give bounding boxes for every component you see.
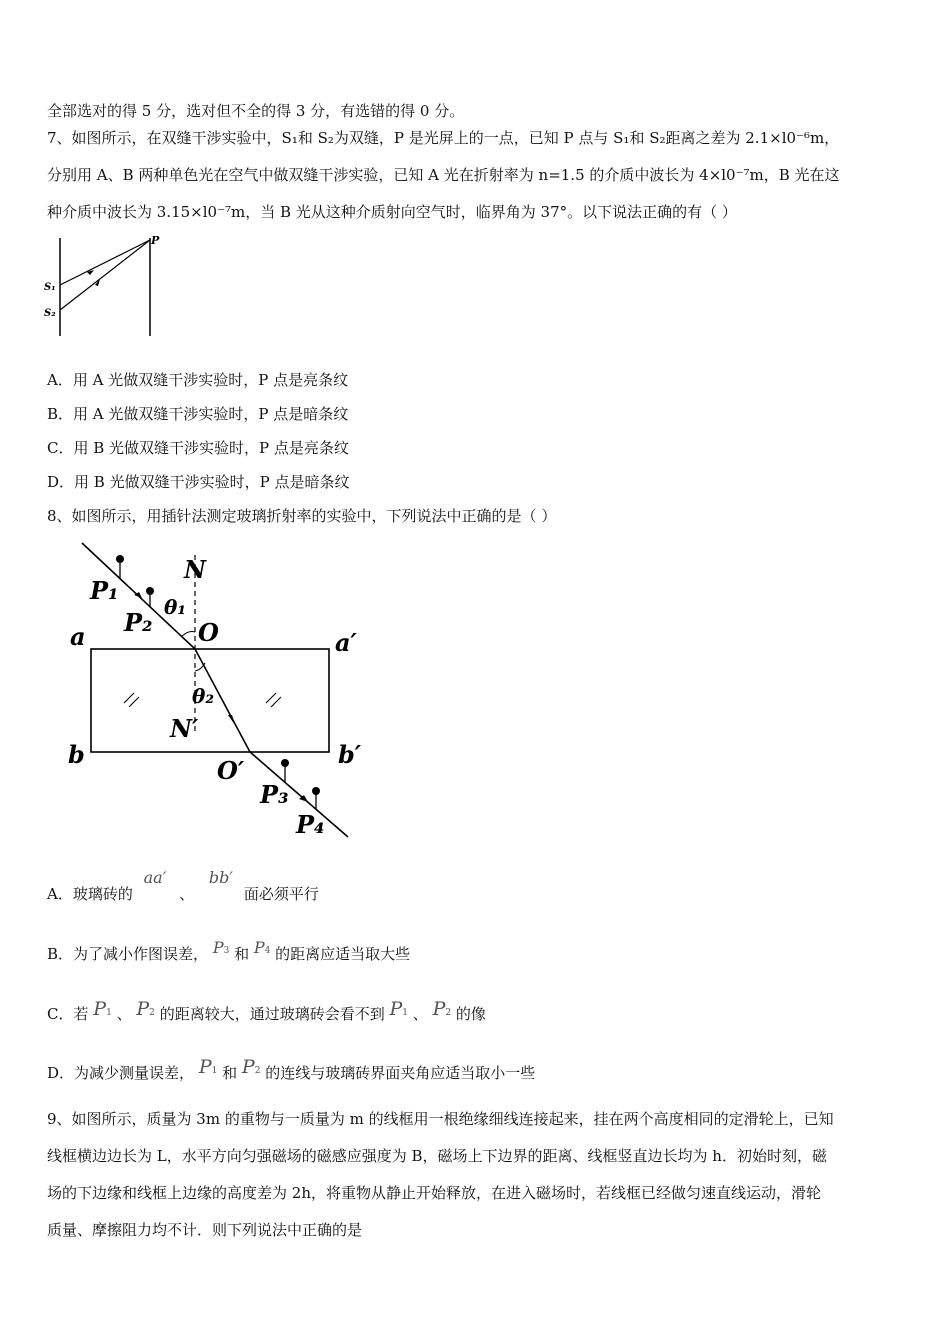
q8-c-post: 的像 <box>455 1005 486 1023</box>
q8-a-symbol-bb: bb′ <box>208 868 234 887</box>
q8-label-o-prime: O′ <box>217 756 245 785</box>
q8-d-post: 的连线与玻璃砖界面夹角应适当取小一些 <box>265 1064 536 1082</box>
q8-label-n: N <box>184 555 206 584</box>
q8-label-theta2: θ₂ <box>192 684 215 708</box>
q7-option-a[interactable]: A．用 A 光做双缝干涉实验时，P 点是亮条纹 <box>47 371 349 389</box>
q8-c-mid3: 、 <box>412 1005 428 1023</box>
q8-b-pre: B．为了减小作图误差， <box>47 945 209 963</box>
q7-stem-line1: 7、如图所示，在双缝干涉实验中，S₁和 S₂为双缝，P 是光屏上的一点，已知 P 点与 S₁和 S₂距离之差为 2.1×l0⁻⁶m， <box>47 129 840 147</box>
q8-label-p1: P₁ <box>90 576 119 605</box>
q8-option-b[interactable] <box>47 938 410 973</box>
q8-glass-refraction-figure <box>60 535 380 845</box>
q8-label-p3: P₃ <box>260 780 289 809</box>
q8-label-a: a <box>70 622 86 651</box>
q8-c-mid2: 的距离较大，通过玻璃砖会看不到 <box>159 1005 385 1023</box>
q8-d-symbol-p2: P2 <box>241 1056 261 1078</box>
q8-b-symbol-p4: P4 <box>253 938 271 957</box>
q7-option-c[interactable]: C．用 B 光做双缝干涉实验时，P 点是亮条纹 <box>47 439 349 457</box>
q8-label-theta1: θ₁ <box>164 595 187 619</box>
q7-label-s2: S₂ <box>44 308 56 319</box>
q8-b-mid: 和 <box>234 945 250 963</box>
intro-text: 全部选对的得 5 分，选对但不全的得 3 分，有选错的得 0 分。 <box>47 102 465 120</box>
q8-c-mid: 、 <box>116 1005 132 1023</box>
q8-b-symbol-p3: P3 <box>212 938 230 957</box>
q8-label-b: b <box>68 740 85 769</box>
q9-stem-line3: 场的下边缘和线框上边缘的高度差为 2h，将重物从静止开始释放，在进入磁场时，若线框已经做匀速直线运动，滑轮 <box>47 1184 821 1202</box>
q8-c-symbol-p1b: P1 <box>389 998 409 1020</box>
q8-option-c[interactable] <box>47 997 486 1033</box>
q8-a-post: 面必须平行 <box>243 885 319 903</box>
q8-d-pre: D．为减少测量误差， <box>47 1064 195 1082</box>
q8-label-o: O <box>198 618 219 647</box>
q7-option-d[interactable]: D．用 B 光做双缝干涉实验时，P 点是暗条纹 <box>47 473 350 491</box>
q9-stem-line1: 9、如图所示，质量为 3m 的重物与一质量为 m 的线框用一根绝缘细线连接起来，挂在两个高度相同的定滑轮上，已知 <box>47 1110 834 1128</box>
q7-stem-line2: 分别用 A、B 两种单色光在空气中做双缝干涉实验，已知 A 光在折射率为 n=1.5 的介质中波长为 4×l0⁻⁷m，B 光在这 <box>47 166 840 184</box>
q8-label-p2: P₂ <box>124 608 153 637</box>
q8-label-n-prime: N′ <box>170 714 199 743</box>
q8-label-b-prime: b′ <box>338 740 362 769</box>
q9-stem-line4: 质量、摩擦阻力均不计．则下列说法中正确的是 <box>47 1221 363 1239</box>
q8-option-a[interactable] <box>47 868 319 903</box>
q8-b-post: 的距离应适当取大些 <box>275 945 411 963</box>
q8-c-symbol-p2b: P2 <box>432 998 452 1020</box>
q8-c-symbol-p1: P1 <box>93 998 112 1020</box>
q8-a-symbol-aa: aa′ <box>143 868 167 887</box>
q7-label-p: P <box>151 234 160 247</box>
q8-label-p4: P₄ <box>296 810 325 839</box>
q7-label-s1: S₁ <box>44 282 56 293</box>
q8-d-symbol-p1: P1 <box>198 1056 218 1078</box>
q8-stem: 8、如图所示，用插针法测定玻璃折射率的实验中，下列说法中正确的是（ ） <box>47 507 557 525</box>
q8-c-symbol-p2: P2 <box>136 998 155 1020</box>
q7-stem-line3: 种介质中波长为 3.15×l0⁻⁷m，当 B 光从这种介质射向空气时，临界角为 37°。以下说法正确的有（ ） <box>47 203 737 221</box>
q8-c-pre: C．若 <box>47 1005 89 1023</box>
q8-d-mid: 和 <box>222 1064 238 1082</box>
q8-a-pre: A．玻璃砖的 <box>47 885 133 903</box>
q8-label-a-prime: a′ <box>335 628 357 657</box>
q7-option-b[interactable]: B．用 A 光做双缝干涉实验时，P 点是暗条纹 <box>47 405 349 423</box>
q7-double-slit-figure <box>40 230 180 340</box>
q8-option-d[interactable] <box>47 1056 535 1092</box>
q8-a-mid: 、 <box>179 885 195 903</box>
q9-stem-line2: 线框横边边长为 L，水平方向匀强磁场的磁感应强度为 B，磁场上下边界的距离、线框竖直边长均为 h．初始时刻，磁 <box>47 1147 827 1165</box>
